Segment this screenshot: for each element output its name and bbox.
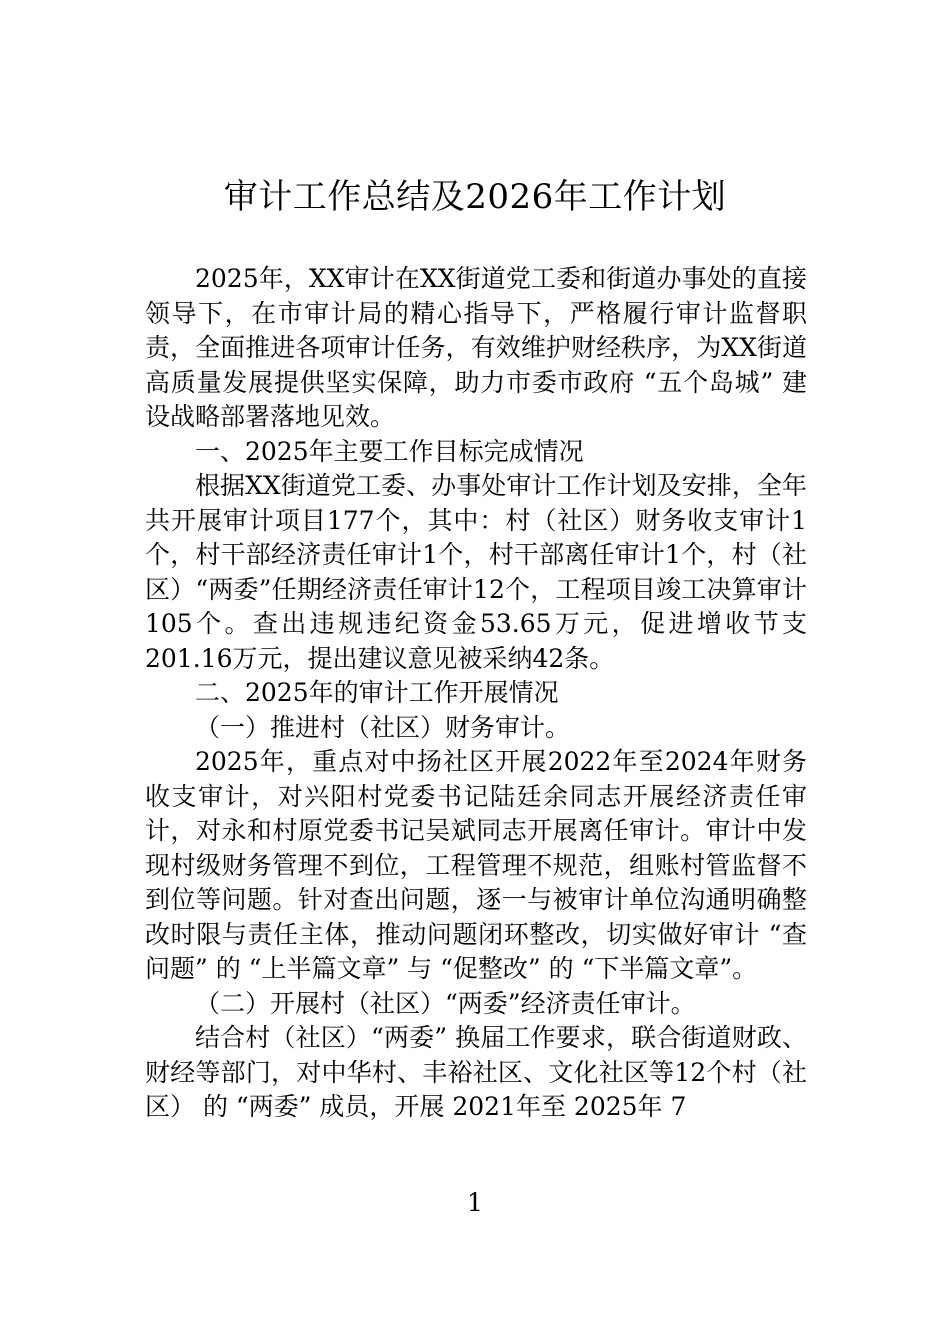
section-heading-1: 一、2025年主要工作目标完成情况 bbox=[195, 436, 584, 466]
subsection-heading-2: （二）开展村（社区）“两委”经济责任审计。 bbox=[195, 988, 696, 1018]
page-number: 1 bbox=[467, 1188, 483, 1217]
paragraph-economic-audit: 结合村（社区）“两委” 换届工作要求，联合街道财政、财经等部门，对中华村、丰裕社区、文化社区等12个村（社区） 的 “两委” 成员，开展 2021年至 2025年 7 bbox=[145, 1023, 807, 1121]
subsection-heading-1: （一）推进村（社区）财务审计。 bbox=[195, 712, 571, 742]
paragraph-financial-audit: 2025年，重点对中扬社区开展2022年至2024年财务收支审计，对兴阳村党委书记陆廷余同志开展经济责任审计，对永和村原党委书记吴斌同志开展离任审计。审计中发现村级财务管理不到位，工程管理不规范，组账村管监督不到位等问题。针对查出问题，逐一与被审计单位沟通明确整改时限与责任主体，推动问题闭环整改，切实做好审计 “查问题” 的 “上半篇文章” 与 “促整改” 的 “下半篇文章”。 bbox=[145, 747, 807, 983]
document-body bbox=[145, 262, 807, 1125]
paragraph-intro: 2025年，XX审计在XX街道党工委和街道办事处的直接领导下，在市审计局的精心指导下，严格履行审计监督职责，全面推进各项审计任务，有效维护财经秩序，为XX街道高质量发展提供坚实保障，助力市委市政府 “五个岛城” 建设战略部署落地见效。 bbox=[145, 264, 807, 431]
section-heading-2: 二、2025年的审计工作开展情况 bbox=[195, 678, 559, 707]
document-title: 审计工作总结及2026年工作计划 bbox=[223, 177, 727, 217]
paragraph-targets: 根据XX街道党工委、办事处审计工作计划及安排，全年共开展审计项目177个，其中：村（社区）财务收支审计1个，村干部经济责任审计1个，村干部离任审计1个，村（社区）“两委”任期经济责任审计12个，工程项目竣工决算审计105个。查出违规违纪资金53.65万元，促进增收节支201.16万元，提出建议意见被采纳42条。 bbox=[145, 471, 807, 673]
